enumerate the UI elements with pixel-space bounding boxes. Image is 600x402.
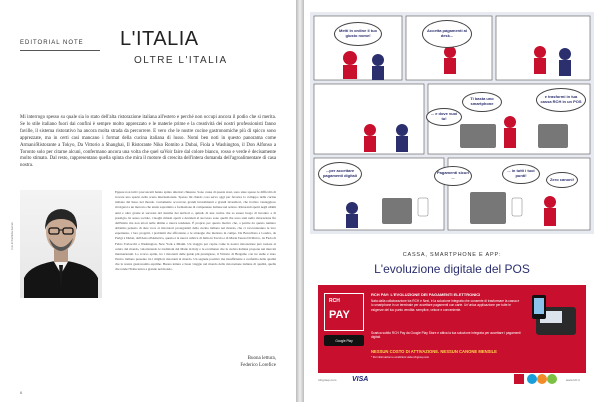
- book-gutter: [296, 0, 304, 402]
- speech-balloon: ... in tutti i tuoi punti!: [502, 164, 540, 184]
- pos-terminal-image: [530, 293, 580, 339]
- speech-balloon: ... e dove vuoi tu!: [426, 108, 462, 126]
- speech-balloon: Pagamenti sicuri ...: [434, 166, 472, 186]
- speech-balloon: Zero canoni!: [546, 172, 578, 188]
- google-play-badge[interactable]: Google Play: [324, 335, 364, 346]
- photo-credit: Foto di Brambilla-Serrani: [11, 222, 14, 250]
- panel-footer: NESSUN COSTO DI ATTIVAZIONE. NESSUN CANONE MENSILE: [371, 349, 497, 354]
- body-text: Eppure non tutti i preconcetti hanno spinto ulteriori chiusure. Sono cause di questa stasi, sono state spesso le difficoltà di trovare uno spazio nella scena internazionale. Spesso mi chiedo cosa serva oggi per favorire lo sviluppo della cucina italiana del lusso nel mondo. Certamente occorrono grandi investimenti e grandi investitori, che trovino vantaggioso rivolgersi a un mercato che tenda soprattutto a formazione di competenze italiane nel settore. Ristoranti aperti negli ultimi anni e oltre grazie ai successi del sistema dei territori e, quindi, di una cucina che sa essere luogo di incontro e di prestigio. In senso sociale, i luoghi rimasti aperti e destinati al successo sono quelli che sono stati nella ristorazione fin dall'inizio ma non attori nelle ultime e nuove tendenze. È proprio per questo motivo che, a partire da questo numero abbiamo pensato di dare voce ai ristoratori protagonisti della cucina italiana nel mondo, che ci racconteranno le loro esperienze, i loro progetti, i problemi che affrontano e le strategie che mettono in campo. Da Barcellona a Londra, da Parigi a Dubai, dall'Asia all'America, questa è la nuova rubrica di Italia in Tavola e di Maria Teresa Di Marco, da Fiola di Fabio Trabocchi a Washington, New York e Miami. Un viaggio per capire come la nostra ristorazione può tornare al centro del mondo, valorizzando le tradizioni del Made in Italy e le eccellenze che la cucina italiana propone nei mercati internazionali. Lo scorso aprile, tra i ristoranti delle guide più prestigiose, il Vittorio di Bergamo con tre stelle è stato l'unico italiano presente tra i migliori ristoranti al mondo. Un segnale positivo ma insufficiente a conferma della qualità che la nostra gastronomia esprime. Buona lettura e buon viaggio nel mondo della ristorazione italiana di qualità, quella che rende l'Italia unica e grande nel mondo.: [115, 190, 276, 272]
- site-url: www.rch.it: [566, 378, 580, 382]
- ad-subtitle: CASSA, SMARTPHONE E APP:: [402, 252, 502, 258]
- editorial-page: [0, 0, 296, 402]
- panel-text-download: Scarica subito RCH Pay da Google Play Store e attiva la tua soluzione integrata per accettare i pagamenti digitali.: [371, 331, 521, 340]
- speech-balloon: Ti basta uno smartphone: [462, 92, 502, 112]
- closing-block: [196, 355, 276, 369]
- visa-logo: VISA: [352, 376, 369, 383]
- intro-paragraph: Mi interrogo spesso su quale sia lo stato dell'alta ristorazione italiana all'estero e perché non occupi ancora il podio che si merita. Se lo stile italiano fuori dai confini è sempre molto apprezzato e le materie prime e la creatività dei nostri professionisti fanno faville, il sistema ristorativo ha ancora molta strada da percorrere. E vero che le nostre cucine gastronomiche più di spicco sono apprezzate, ma in certi casi mancano i format della cucina italiana di lusso. Nomi ben noti in questo panorama come Armani/Ristorante a Tokyo, Da Vittorio a Shanghai, Il Ristorante Niko Romito a Dubai, Fiola a Washington, il Don Alfonso a Toronto solo per citarne alcuni, confermano ancora una volta che quel saVoir faire dal colore bianco, rosso e verde è decisamente molto stimato. Dal resto, rappresentano quella spinta che mira il motore di crescita dell'intera domanda dell'agroalimentare di casa nostra.: [20, 115, 276, 169]
- panel-heading: RCH PAY: L'EVOLUZIONE DEI PAGAMENTI ELETTRONICI: [371, 292, 481, 297]
- ad-title: L'evoluzione digitale del POS: [374, 262, 530, 276]
- page-number: 6: [20, 390, 23, 395]
- panel-fine-print: * Per informazioni e condizioni visita rchgroup.com: [371, 356, 430, 359]
- page-title: L'ITALIA: [120, 28, 199, 50]
- comic-illustration: [310, 12, 594, 234]
- section-label: EDITORIAL NOTE: [20, 40, 84, 46]
- logo-bottom-text: PAY: [329, 309, 350, 321]
- section-rule: [20, 50, 100, 51]
- partner-logos: [514, 372, 562, 386]
- speech-balloon: e trasformi in tua cassa RCH in un POS: [536, 88, 586, 112]
- panel-text: Nata dalla collaborazione tra RCH e Nexi, è la soluzione integrata che consente di trasformare la cassa e lo smartphone in un terminale per accettare pagamenti con carte. Un'unica applicazione per tutte le esigenze del tuo punto vendita: semplice, veloce e conveniente.: [371, 299, 520, 312]
- signature: Federico Lorefice: [240, 363, 276, 368]
- closing-greeting: Buona lettura,: [247, 356, 276, 361]
- speech-balloon: Metti in ordine il tuo giusto nome!: [334, 22, 382, 46]
- brand-url: rchgroup.com: [318, 378, 337, 382]
- speech-balloon: Accetta pagamenti al desk...: [422, 20, 472, 48]
- page-subtitle: OLTRE L'ITALIA: [134, 55, 228, 66]
- author-photo: [20, 190, 102, 298]
- rch-pay-logo: [324, 293, 364, 331]
- rch-pay-panel: [318, 285, 586, 373]
- advertisement-page: [304, 0, 600, 402]
- speech-balloon: ...per accettare pagamenti digitali: [318, 162, 362, 186]
- logo-top-text: RCH: [329, 298, 340, 304]
